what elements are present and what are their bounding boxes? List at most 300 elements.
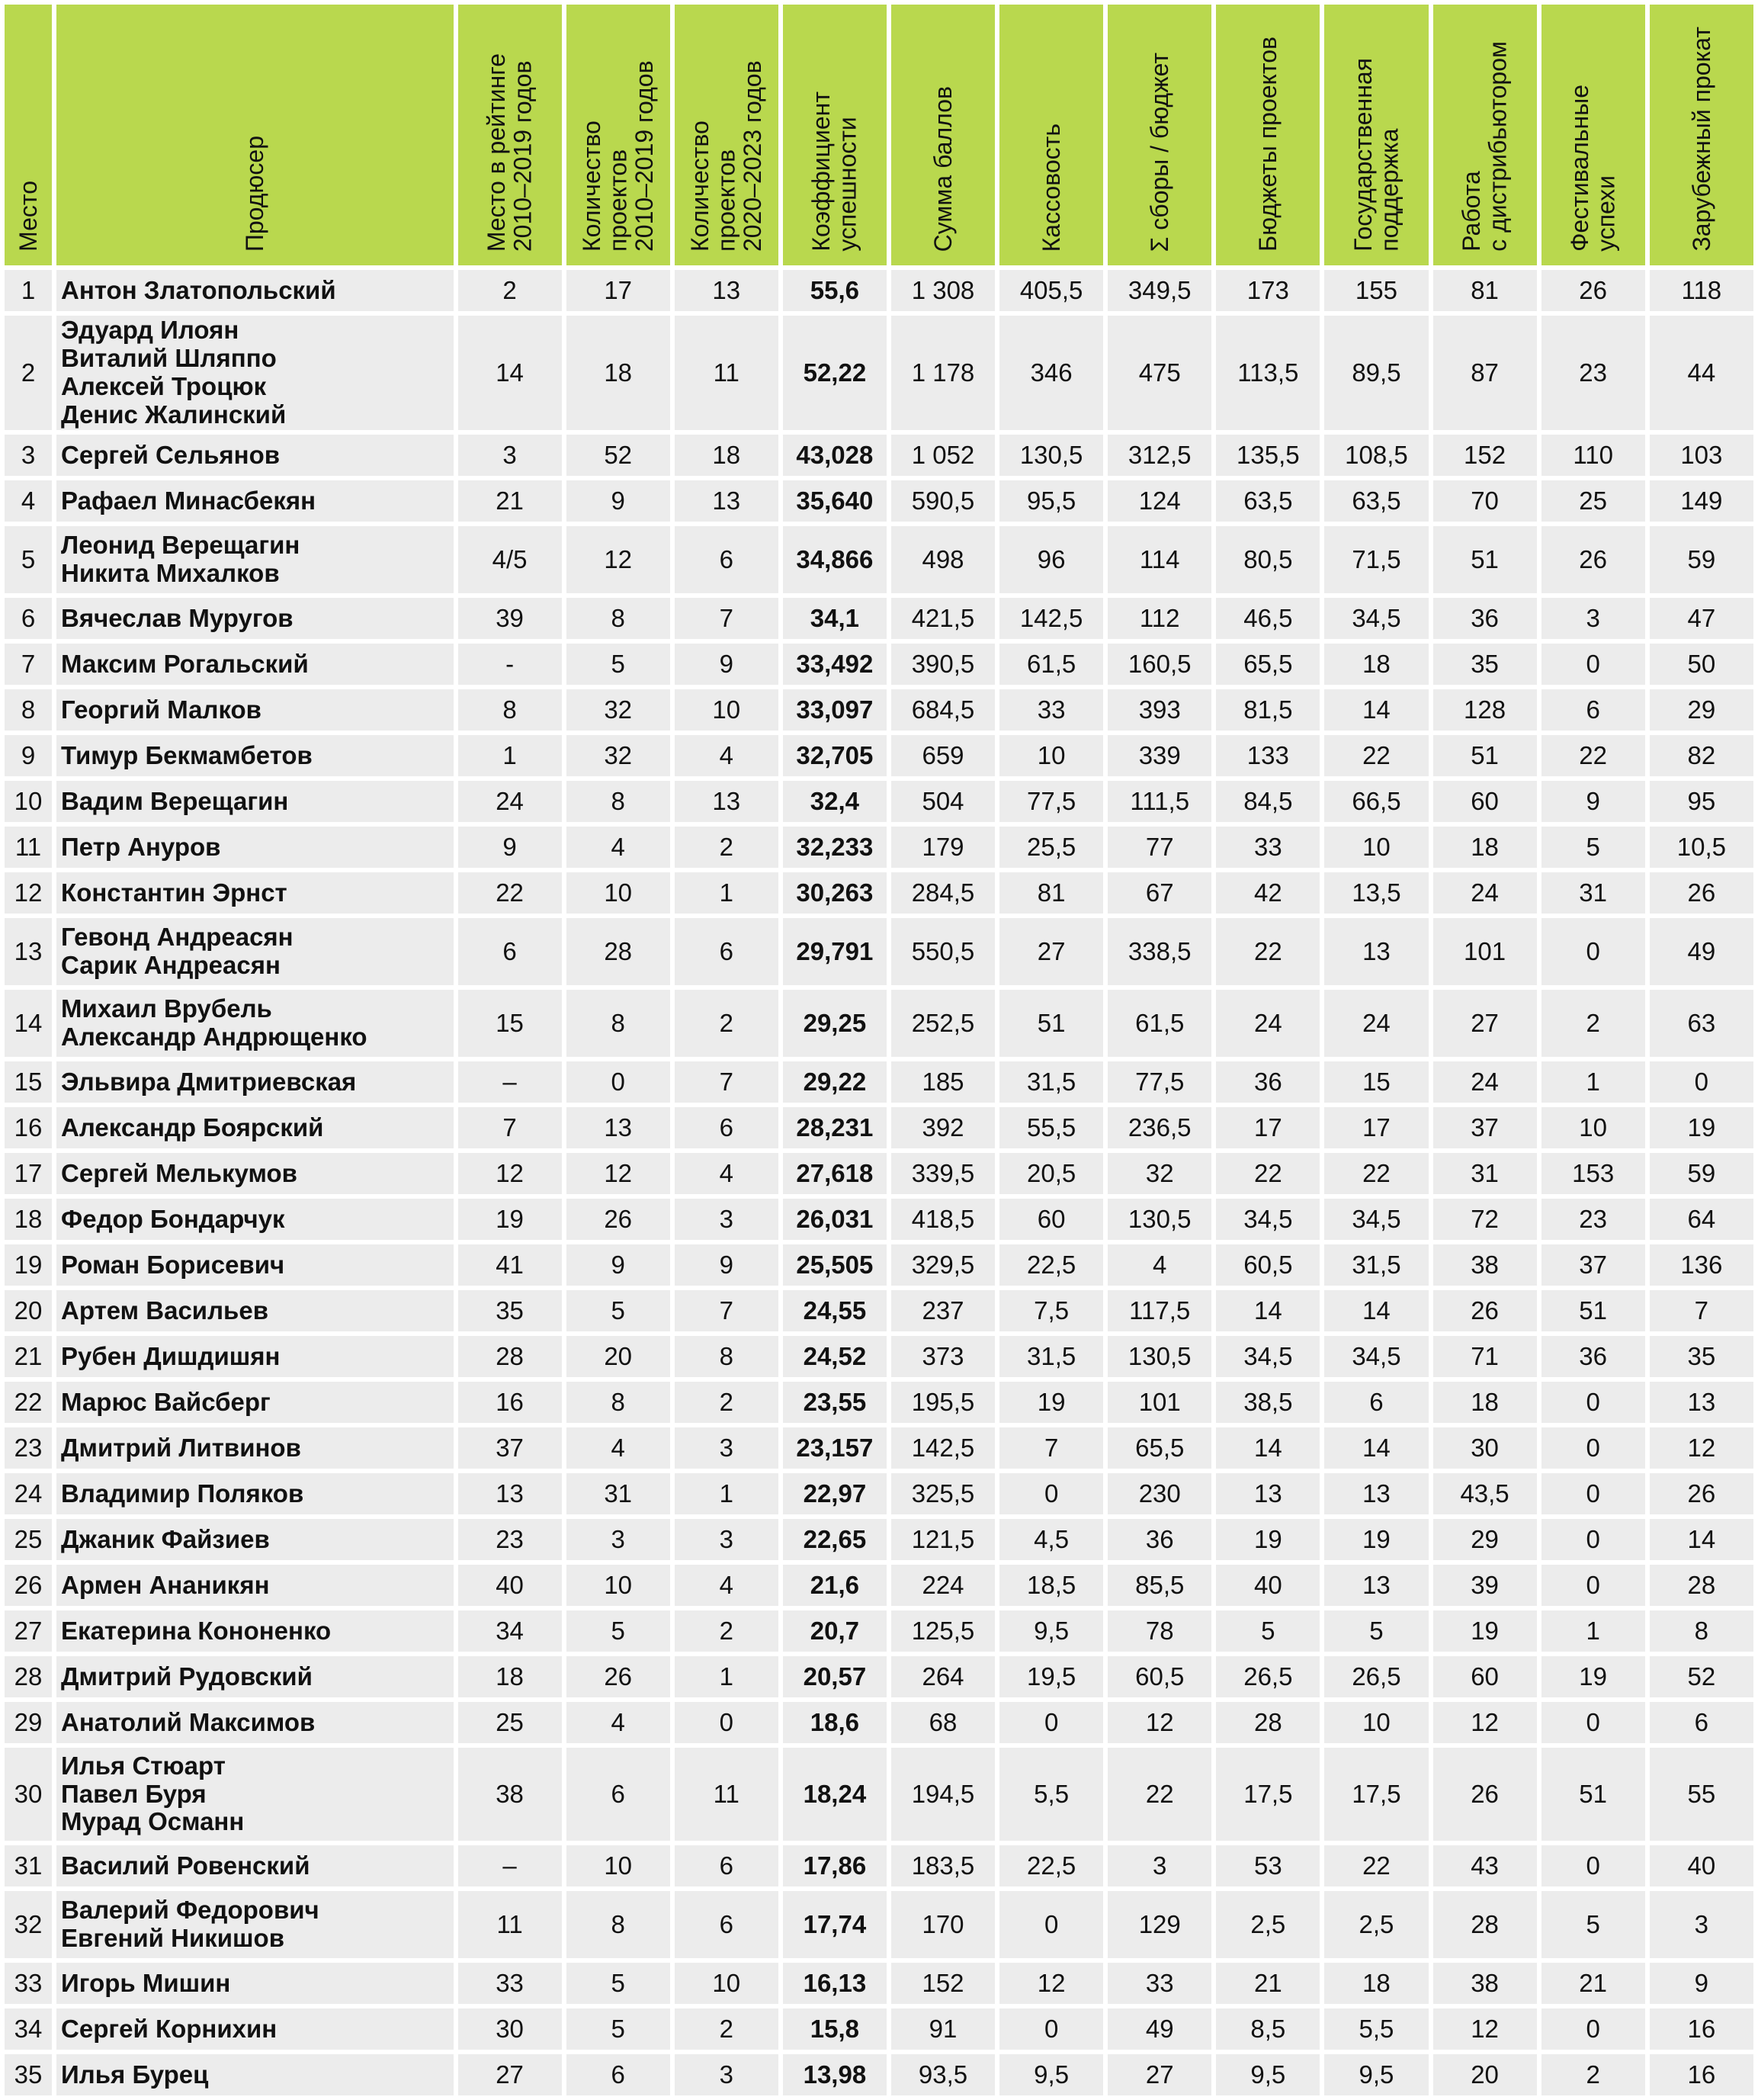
column-header-foreign-distribution: [1650, 5, 1753, 265]
cell-festival-success: 51: [1541, 1748, 1645, 1841]
cell-projects-2020-2023: 2: [675, 1382, 778, 1423]
cell-rank-2010-2019: 34: [458, 1610, 562, 1652]
cell-foreign-distribution: 82: [1650, 735, 1753, 776]
cell-score-sum: 1 308: [891, 270, 995, 311]
cell-gross-budget-ratio: 338,5: [1108, 918, 1211, 985]
cell-box-office: 142,5: [999, 598, 1103, 639]
cell-box-office: 20,5: [999, 1153, 1103, 1194]
cell-project-budgets: 34,5: [1216, 1199, 1320, 1240]
cell-projects-2020-2023: 3: [675, 1427, 778, 1469]
cell-gross-budget-ratio: 475: [1108, 316, 1211, 430]
cell-rank-2010-2019: 19: [458, 1199, 562, 1240]
cell-foreign-distribution: 44: [1650, 316, 1753, 430]
cell-gross-budget-ratio: 124: [1108, 480, 1211, 522]
cell-projects-2010-2019: 5: [566, 644, 670, 685]
cell-foreign-distribution: 64: [1650, 1199, 1753, 1240]
cell-festival-success: 0: [1541, 2008, 1645, 2050]
cell-project-budgets: 33: [1216, 827, 1320, 868]
cell-success-coefficient: 32,233: [783, 827, 887, 868]
cell-gross-budget-ratio: 236,5: [1108, 1107, 1211, 1148]
column-header-label: Государственная поддержка: [1349, 58, 1404, 252]
table-row: [5, 1107, 1753, 1148]
cell-distributor-work: 19: [1433, 1610, 1537, 1652]
cell-place: 9: [5, 735, 52, 776]
cell-producer: Армен Ананикян: [56, 1565, 453, 1606]
cell-gross-budget-ratio: 49: [1108, 2008, 1211, 2050]
cell-gross-budget-ratio: 77: [1108, 827, 1211, 868]
cell-festival-success: 0: [1541, 1427, 1645, 1469]
cell-project-budgets: 84,5: [1216, 781, 1320, 822]
cell-producer: Валерий Федорович Евгений Никишов: [56, 1891, 453, 1958]
cell-score-sum: 421,5: [891, 598, 995, 639]
cell-state-support: 89,5: [1324, 316, 1428, 430]
table-row: [5, 1610, 1753, 1652]
cell-box-office: 0: [999, 1473, 1103, 1514]
cell-box-office: 9,5: [999, 2054, 1103, 2095]
cell-foreign-distribution: 10,5: [1650, 827, 1753, 868]
cell-rank-2010-2019: 27: [458, 2054, 562, 2095]
cell-foreign-distribution: 26: [1650, 1473, 1753, 1514]
cell-distributor-work: 37: [1433, 1107, 1537, 1148]
cell-projects-2020-2023: 8: [675, 1336, 778, 1377]
header-row: [5, 5, 1753, 265]
cell-box-office: 12: [999, 1963, 1103, 2004]
cell-foreign-distribution: 59: [1650, 526, 1753, 593]
table-row: [5, 1891, 1753, 1958]
cell-rank-2010-2019: 11: [458, 1891, 562, 1958]
table-row: [5, 2054, 1753, 2095]
cell-projects-2020-2023: 3: [675, 1519, 778, 1560]
cell-success-coefficient: 28,231: [783, 1107, 887, 1148]
cell-project-budgets: 42: [1216, 872, 1320, 914]
cell-state-support: 22: [1324, 1845, 1428, 1886]
column-header-score-sum: [891, 5, 995, 265]
cell-place: 22: [5, 1382, 52, 1423]
cell-projects-2010-2019: 5: [566, 1290, 670, 1331]
table-row: [5, 990, 1753, 1057]
table-row: [5, 1656, 1753, 1697]
cell-gross-budget-ratio: 101: [1108, 1382, 1211, 1423]
cell-festival-success: 1: [1541, 1061, 1645, 1103]
cell-project-budgets: 17,5: [1216, 1748, 1320, 1841]
cell-producer: Федор Бондарчук: [56, 1199, 453, 1240]
cell-gross-budget-ratio: 22: [1108, 1748, 1211, 1841]
cell-projects-2010-2019: 4: [566, 1427, 670, 1469]
cell-festival-success: 26: [1541, 270, 1645, 311]
cell-success-coefficient: 29,791: [783, 918, 887, 985]
cell-foreign-distribution: 118: [1650, 270, 1753, 311]
column-header-producer: [56, 5, 453, 265]
cell-projects-2020-2023: 2: [675, 1610, 778, 1652]
cell-foreign-distribution: 29: [1650, 689, 1753, 731]
cell-rank-2010-2019: 14: [458, 316, 562, 430]
cell-festival-success: 9: [1541, 781, 1645, 822]
cell-box-office: 10: [999, 735, 1103, 776]
cell-projects-2020-2023: 4: [675, 1565, 778, 1606]
cell-distributor-work: 24: [1433, 872, 1537, 914]
cell-success-coefficient: 22,97: [783, 1473, 887, 1514]
cell-score-sum: 329,5: [891, 1244, 995, 1286]
cell-foreign-distribution: 103: [1650, 435, 1753, 476]
cell-foreign-distribution: 12: [1650, 1427, 1753, 1469]
cell-state-support: 34,5: [1324, 1336, 1428, 1377]
cell-rank-2010-2019: 39: [458, 598, 562, 639]
cell-foreign-distribution: 16: [1650, 2008, 1753, 2050]
cell-festival-success: 0: [1541, 1382, 1645, 1423]
cell-distributor-work: 24: [1433, 1061, 1537, 1103]
cell-place: 14: [5, 990, 52, 1057]
cell-score-sum: 183,5: [891, 1845, 995, 1886]
cell-state-support: 13,5: [1324, 872, 1428, 914]
cell-rank-2010-2019: 2: [458, 270, 562, 311]
cell-festival-success: 37: [1541, 1244, 1645, 1286]
cell-score-sum: 264: [891, 1656, 995, 1697]
cell-rank-2010-2019: 16: [458, 1382, 562, 1423]
cell-festival-success: 21: [1541, 1963, 1645, 2004]
table-row: [5, 1199, 1753, 1240]
cell-project-budgets: 24: [1216, 990, 1320, 1057]
cell-projects-2020-2023: 2: [675, 2008, 778, 2050]
table-row: [5, 1473, 1753, 1514]
cell-score-sum: 170: [891, 1891, 995, 1958]
column-header-place: [5, 5, 52, 265]
cell-score-sum: 325,5: [891, 1473, 995, 1514]
column-header-label: Коэффициент успешности: [807, 92, 861, 252]
cell-success-coefficient: 15,8: [783, 2008, 887, 2050]
cell-projects-2010-2019: 5: [566, 2008, 670, 2050]
cell-state-support: 15: [1324, 1061, 1428, 1103]
cell-project-budgets: 60,5: [1216, 1244, 1320, 1286]
cell-state-support: 10: [1324, 827, 1428, 868]
cell-gross-budget-ratio: 160,5: [1108, 644, 1211, 685]
cell-rank-2010-2019: 7: [458, 1107, 562, 1148]
cell-projects-2010-2019: 0: [566, 1061, 670, 1103]
column-header-label: Зарубежный прокат: [1687, 27, 1715, 252]
cell-festival-success: 36: [1541, 1336, 1645, 1377]
cell-state-support: 155: [1324, 270, 1428, 311]
cell-producer: Константин Эрнст: [56, 872, 453, 914]
cell-foreign-distribution: 49: [1650, 918, 1753, 985]
cell-distributor-work: 60: [1433, 781, 1537, 822]
table-row: [5, 1336, 1753, 1377]
cell-festival-success: 31: [1541, 872, 1645, 914]
cell-producer: Екатерина Кононенко: [56, 1610, 453, 1652]
cell-foreign-distribution: 149: [1650, 480, 1753, 522]
cell-rank-2010-2019: 41: [458, 1244, 562, 1286]
cell-festival-success: 0: [1541, 1473, 1645, 1514]
cell-projects-2010-2019: 5: [566, 1963, 670, 2004]
cell-rank-2010-2019: 4/5: [458, 526, 562, 593]
cell-festival-success: 22: [1541, 735, 1645, 776]
cell-success-coefficient: 34,866: [783, 526, 887, 593]
cell-projects-2020-2023: 0: [675, 1702, 778, 1743]
cell-foreign-distribution: 47: [1650, 598, 1753, 639]
cell-producer: Антон Златопольский: [56, 270, 453, 311]
cell-success-coefficient: 26,031: [783, 1199, 887, 1240]
cell-success-coefficient: 43,028: [783, 435, 887, 476]
column-header-label: Кассовость: [1037, 123, 1065, 252]
column-header-rank-2010-2019: [458, 5, 562, 265]
cell-projects-2010-2019: 12: [566, 1153, 670, 1194]
cell-foreign-distribution: 63: [1650, 990, 1753, 1057]
cell-state-support: 14: [1324, 1290, 1428, 1331]
cell-box-office: 405,5: [999, 270, 1103, 311]
cell-score-sum: 1 178: [891, 316, 995, 430]
cell-projects-2010-2019: 32: [566, 735, 670, 776]
cell-distributor-work: 81: [1433, 270, 1537, 311]
cell-box-office: 95,5: [999, 480, 1103, 522]
cell-box-office: 27: [999, 918, 1103, 985]
cell-rank-2010-2019: 23: [458, 1519, 562, 1560]
column-header-label: Количество проектов 2010–2019 годов: [577, 60, 658, 252]
column-header-label: Сумма баллов: [929, 85, 957, 252]
cell-distributor-work: 152: [1433, 435, 1537, 476]
cell-success-coefficient: 33,097: [783, 689, 887, 731]
cell-score-sum: 91: [891, 2008, 995, 2050]
cell-score-sum: 121,5: [891, 1519, 995, 1560]
cell-place: 34: [5, 2008, 52, 2050]
cell-foreign-distribution: 16: [1650, 2054, 1753, 2095]
cell-gross-budget-ratio: 12: [1108, 1702, 1211, 1743]
cell-producer: Тимур Бекмамбетов: [56, 735, 453, 776]
cell-gross-budget-ratio: 112: [1108, 598, 1211, 639]
cell-rank-2010-2019: 24: [458, 781, 562, 822]
cell-festival-success: 0: [1541, 1702, 1645, 1743]
cell-producer: Сергей Корнихин: [56, 2008, 453, 2050]
cell-place: 4: [5, 480, 52, 522]
cell-gross-budget-ratio: 27: [1108, 2054, 1211, 2095]
cell-box-office: 96: [999, 526, 1103, 593]
cell-foreign-distribution: 6: [1650, 1702, 1753, 1743]
cell-festival-success: 5: [1541, 1891, 1645, 1958]
cell-project-budgets: 81,5: [1216, 689, 1320, 731]
cell-success-coefficient: 35,640: [783, 480, 887, 522]
cell-box-office: 81: [999, 872, 1103, 914]
cell-state-support: 14: [1324, 689, 1428, 731]
cell-projects-2020-2023: 13: [675, 781, 778, 822]
cell-producer: Джаник Файзиев: [56, 1519, 453, 1560]
cell-box-office: 60: [999, 1199, 1103, 1240]
cell-score-sum: 339,5: [891, 1153, 995, 1194]
cell-producer: Илья Стюарт Павел Буря Мурад Османн: [56, 1748, 453, 1841]
cell-gross-budget-ratio: 3: [1108, 1845, 1211, 1886]
cell-place: 19: [5, 1244, 52, 1286]
cell-score-sum: 179: [891, 827, 995, 868]
cell-box-office: 0: [999, 1702, 1103, 1743]
cell-place: 31: [5, 1845, 52, 1886]
cell-score-sum: 392: [891, 1107, 995, 1148]
cell-state-support: 13: [1324, 918, 1428, 985]
cell-success-coefficient: 25,505: [783, 1244, 887, 1286]
cell-projects-2010-2019: 10: [566, 1565, 670, 1606]
cell-place: 25: [5, 1519, 52, 1560]
cell-projects-2010-2019: 26: [566, 1199, 670, 1240]
cell-rank-2010-2019: –: [458, 1061, 562, 1103]
cell-score-sum: 152: [891, 1963, 995, 2004]
column-header-label: Бюджеты проектов: [1254, 37, 1282, 252]
cell-place: 5: [5, 526, 52, 593]
cell-festival-success: 25: [1541, 480, 1645, 522]
cell-festival-success: 2: [1541, 990, 1645, 1057]
cell-box-office: 25,5: [999, 827, 1103, 868]
cell-success-coefficient: 29,22: [783, 1061, 887, 1103]
cell-producer: Вадим Верещагин: [56, 781, 453, 822]
column-header-label: Место: [14, 181, 42, 252]
cell-score-sum: 390,5: [891, 644, 995, 685]
cell-projects-2020-2023: 4: [675, 735, 778, 776]
cell-place: 28: [5, 1656, 52, 1697]
cell-box-office: 0: [999, 1891, 1103, 1958]
column-header-box-office: [999, 5, 1103, 265]
cell-foreign-distribution: 14: [1650, 1519, 1753, 1560]
cell-producer: Эльвира Дмитриевская: [56, 1061, 453, 1103]
cell-projects-2010-2019: 6: [566, 2054, 670, 2095]
cell-score-sum: 194,5: [891, 1748, 995, 1841]
table-row: [5, 918, 1753, 985]
cell-rank-2010-2019: 30: [458, 2008, 562, 2050]
cell-projects-2020-2023: 10: [675, 689, 778, 731]
cell-project-budgets: 40: [1216, 1565, 1320, 1606]
cell-score-sum: 93,5: [891, 2054, 995, 2095]
cell-gross-budget-ratio: 114: [1108, 526, 1211, 593]
column-header-label: Σ сборы / бюджет: [1145, 52, 1173, 252]
cell-rank-2010-2019: 40: [458, 1565, 562, 1606]
cell-gross-budget-ratio: 67: [1108, 872, 1211, 914]
cell-distributor-work: 72: [1433, 1199, 1537, 1240]
cell-box-office: 22,5: [999, 1845, 1103, 1886]
cell-projects-2010-2019: 20: [566, 1336, 670, 1377]
cell-box-office: 0: [999, 2008, 1103, 2050]
table-row: [5, 1427, 1753, 1469]
column-header-gross-budget-ratio: [1108, 5, 1211, 265]
cell-project-budgets: 28: [1216, 1702, 1320, 1743]
table-row: [5, 2008, 1753, 2050]
cell-success-coefficient: 20,7: [783, 1610, 887, 1652]
cell-rank-2010-2019: 18: [458, 1656, 562, 1697]
cell-success-coefficient: 32,705: [783, 735, 887, 776]
cell-producer: Илья Бурец: [56, 2054, 453, 2095]
cell-state-support: 66,5: [1324, 781, 1428, 822]
cell-success-coefficient: 24,52: [783, 1336, 887, 1377]
cell-place: 29: [5, 1702, 52, 1743]
cell-producer: Александр Боярский: [56, 1107, 453, 1148]
cell-place: 6: [5, 598, 52, 639]
cell-box-office: 33: [999, 689, 1103, 731]
cell-distributor-work: 20: [1433, 2054, 1537, 2095]
cell-state-support: 18: [1324, 644, 1428, 685]
cell-score-sum: 659: [891, 735, 995, 776]
cell-project-budgets: 26,5: [1216, 1656, 1320, 1697]
cell-festival-success: 0: [1541, 1519, 1645, 1560]
column-header-label: Работа с дистрибьютором: [1458, 41, 1512, 252]
cell-projects-2010-2019: 10: [566, 872, 670, 914]
cell-project-budgets: 9,5: [1216, 2054, 1320, 2095]
cell-success-coefficient: 32,4: [783, 781, 887, 822]
cell-project-budgets: 13: [1216, 1473, 1320, 1514]
cell-distributor-work: 43,5: [1433, 1473, 1537, 1514]
cell-score-sum: 195,5: [891, 1382, 995, 1423]
cell-producer: Анатолий Максимов: [56, 1702, 453, 1743]
cell-place: 23: [5, 1427, 52, 1469]
cell-place: 32: [5, 1891, 52, 1958]
cell-gross-budget-ratio: 85,5: [1108, 1565, 1211, 1606]
cell-distributor-work: 28: [1433, 1891, 1537, 1958]
cell-project-budgets: 46,5: [1216, 598, 1320, 639]
cell-distributor-work: 38: [1433, 1244, 1537, 1286]
cell-place: 16: [5, 1107, 52, 1148]
cell-projects-2010-2019: 18: [566, 316, 670, 430]
cell-foreign-distribution: 95: [1650, 781, 1753, 822]
cell-state-support: 17,5: [1324, 1748, 1428, 1841]
cell-producer: Георгий Малков: [56, 689, 453, 731]
cell-place: 7: [5, 644, 52, 685]
table-row: [5, 1290, 1753, 1331]
cell-projects-2010-2019: 26: [566, 1656, 670, 1697]
cell-project-budgets: 17: [1216, 1107, 1320, 1148]
cell-rank-2010-2019: 12: [458, 1153, 562, 1194]
cell-distributor-work: 87: [1433, 316, 1537, 430]
cell-projects-2010-2019: 8: [566, 598, 670, 639]
cell-distributor-work: 31: [1433, 1153, 1537, 1194]
cell-state-support: 71,5: [1324, 526, 1428, 593]
cell-festival-success: 110: [1541, 435, 1645, 476]
cell-success-coefficient: 18,6: [783, 1702, 887, 1743]
cell-foreign-distribution: 8: [1650, 1610, 1753, 1652]
cell-state-support: 5,5: [1324, 2008, 1428, 2050]
cell-score-sum: 237: [891, 1290, 995, 1331]
cell-state-support: 63,5: [1324, 480, 1428, 522]
cell-festival-success: 10: [1541, 1107, 1645, 1148]
table-row: [5, 1702, 1753, 1743]
cell-projects-2020-2023: 1: [675, 1656, 778, 1697]
cell-projects-2010-2019: 3: [566, 1519, 670, 1560]
cell-gross-budget-ratio: 4: [1108, 1244, 1211, 1286]
cell-success-coefficient: 30,263: [783, 872, 887, 914]
table-row: [5, 1963, 1753, 2004]
cell-gross-budget-ratio: 312,5: [1108, 435, 1211, 476]
table-row: [5, 1382, 1753, 1423]
cell-foreign-distribution: 52: [1650, 1656, 1753, 1697]
column-header-projects-2010-2019: [566, 5, 670, 265]
cell-state-support: 34,5: [1324, 1199, 1428, 1240]
cell-state-support: 31,5: [1324, 1244, 1428, 1286]
cell-distributor-work: 51: [1433, 735, 1537, 776]
cell-distributor-work: 26: [1433, 1290, 1537, 1331]
cell-producer: Василий Ровенский: [56, 1845, 453, 1886]
cell-place: 2: [5, 316, 52, 430]
cell-producer: Михаил Врубель Александр Андрющенко: [56, 990, 453, 1057]
cell-box-office: 5,5: [999, 1748, 1103, 1841]
cell-success-coefficient: 16,13: [783, 1963, 887, 2004]
cell-score-sum: 684,5: [891, 689, 995, 731]
cell-place: 15: [5, 1061, 52, 1103]
cell-producer: Эдуард Илоян Виталий Шляппо Алексей Троцюк Денис Жалинский: [56, 316, 453, 430]
cell-festival-success: 1: [1541, 1610, 1645, 1652]
cell-producer: Сергей Сельянов: [56, 435, 453, 476]
cell-distributor-work: 12: [1433, 2008, 1537, 2050]
cell-distributor-work: 71: [1433, 1336, 1537, 1377]
cell-festival-success: 19: [1541, 1656, 1645, 1697]
cell-foreign-distribution: 50: [1650, 644, 1753, 685]
table-row: [5, 1061, 1753, 1103]
cell-rank-2010-2019: 25: [458, 1702, 562, 1743]
cell-projects-2020-2023: 11: [675, 316, 778, 430]
cell-distributor-work: 12: [1433, 1702, 1537, 1743]
table-row: [5, 872, 1753, 914]
cell-projects-2020-2023: 13: [675, 480, 778, 522]
cell-state-support: 108,5: [1324, 435, 1428, 476]
cell-box-office: 7,5: [999, 1290, 1103, 1331]
